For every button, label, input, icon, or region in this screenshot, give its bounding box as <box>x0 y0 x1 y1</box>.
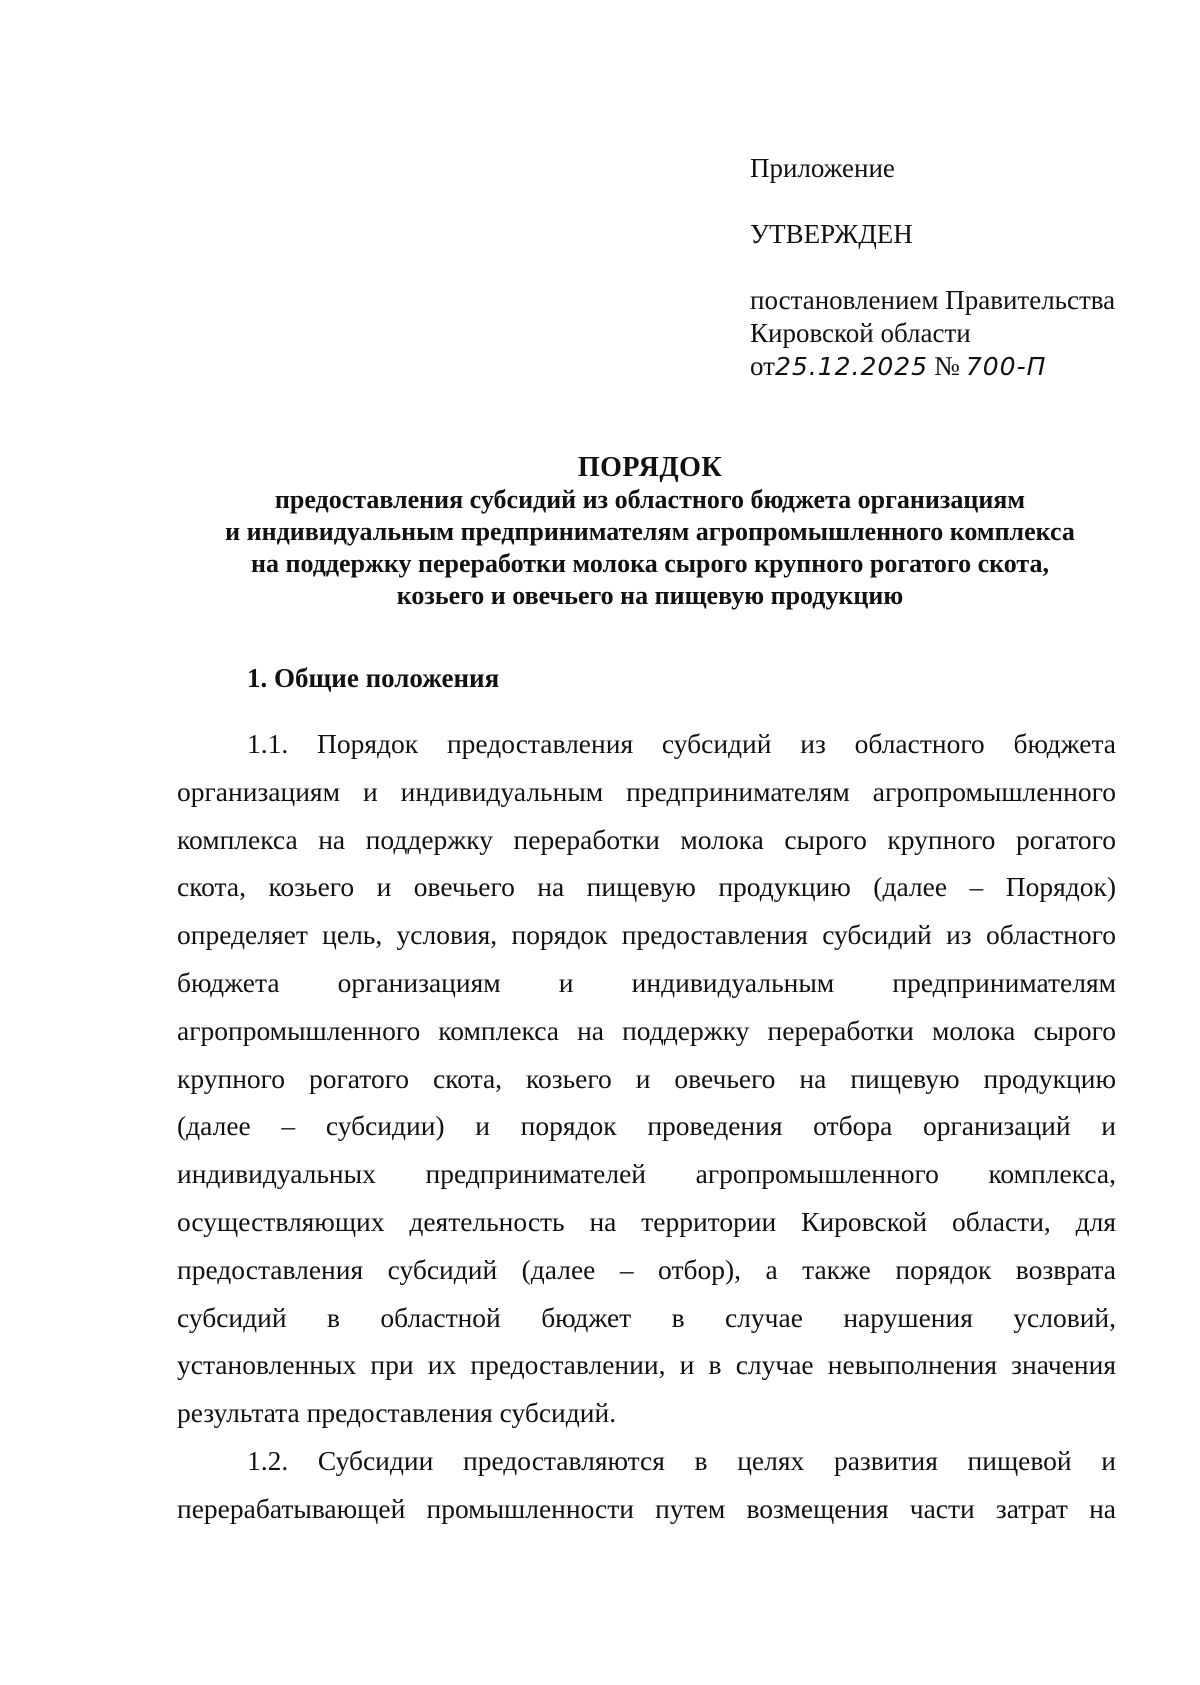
paragraph-line: 1.1. Порядок предоставления субсидий из областного бюджета <box>247 728 1116 759</box>
decree-number: 700-П <box>965 352 1047 381</box>
decree-date: 25.12.2025 <box>774 352 929 381</box>
number-sign: № <box>934 351 960 381</box>
document-title <box>150 452 1150 612</box>
paragraph-line: субсидий в областной бюджет в случае нарушения условий, <box>177 1301 1116 1333</box>
date-prefix: от <box>750 351 775 381</box>
paragraph-line: бюджета организациям и индивидуальным предпринимателям <box>177 966 1116 998</box>
paragraph-line: (далее – субсидии) и порядок проведения отбора организаций и <box>177 1110 1116 1142</box>
title-main: ПОРЯДОК <box>577 452 723 483</box>
section-heading: 1. Общие положения <box>247 663 500 693</box>
title-line: предоставления субсидий из областного бюджета организациям <box>274 485 1026 514</box>
decree-date-line <box>750 350 1170 383</box>
paragraph-line: определяет цель, условия, порядок предоставления субсидий из областного <box>177 919 1116 951</box>
paragraph-line: 1.2. Субсидии предоставляются в целях развития пищевой и <box>247 1444 1116 1476</box>
paragraph-line: осуществляющих деятельность на территории Кировской области, для <box>177 1205 1116 1237</box>
paragraph-line: перерабатывающей промышленности путем возмещения части затрат на <box>177 1492 1116 1524</box>
paragraph-line: агропромышленного комплекса на поддержку переработки молока сырого <box>177 1014 1116 1046</box>
paragraph-line: крупного рогатого скота, козьего и овечьего на пищевую продукцию <box>177 1062 1116 1094</box>
title-line: на поддержку переработки молока сырого крупного рогатого скота, <box>251 549 1049 578</box>
paragraph-line: индивидуальных предпринимателей агропромышленного комплекса, <box>177 1158 1116 1190</box>
approval-stamp <box>750 152 1170 383</box>
paragraph-line: установленных при их предоставлении, и в случае невыполнения значения <box>177 1349 1116 1381</box>
paragraph-line: предоставления субсидий (далее – отбор), а также порядок возврата <box>177 1253 1116 1285</box>
decree-line-2: Кировской области <box>750 318 971 348</box>
body-text <box>177 720 1116 1533</box>
title-line: и индивидуальным предпринимателям агропромышленного комплекса <box>225 517 1075 546</box>
title-line: козьего и овечьего на пищевую продукцию <box>396 581 904 610</box>
paragraph-line: скота, козьего и овечьего на пищевую продукцию (далее – Порядок) <box>177 871 1116 903</box>
paragraph-line: организациям и индивидуальным предпринимателям агропромышленного <box>177 775 1116 807</box>
paragraph-line: комплекса на поддержку переработки молока сырого крупного рогатого <box>177 823 1116 855</box>
decree-line-1: постановлением Правительства <box>750 285 1116 315</box>
paragraph-line: результата предоставления субсидий. <box>177 1397 617 1429</box>
appendix-label: Приложение <box>750 153 895 183</box>
approved-label: УТВЕРЖДЕН <box>750 219 913 249</box>
